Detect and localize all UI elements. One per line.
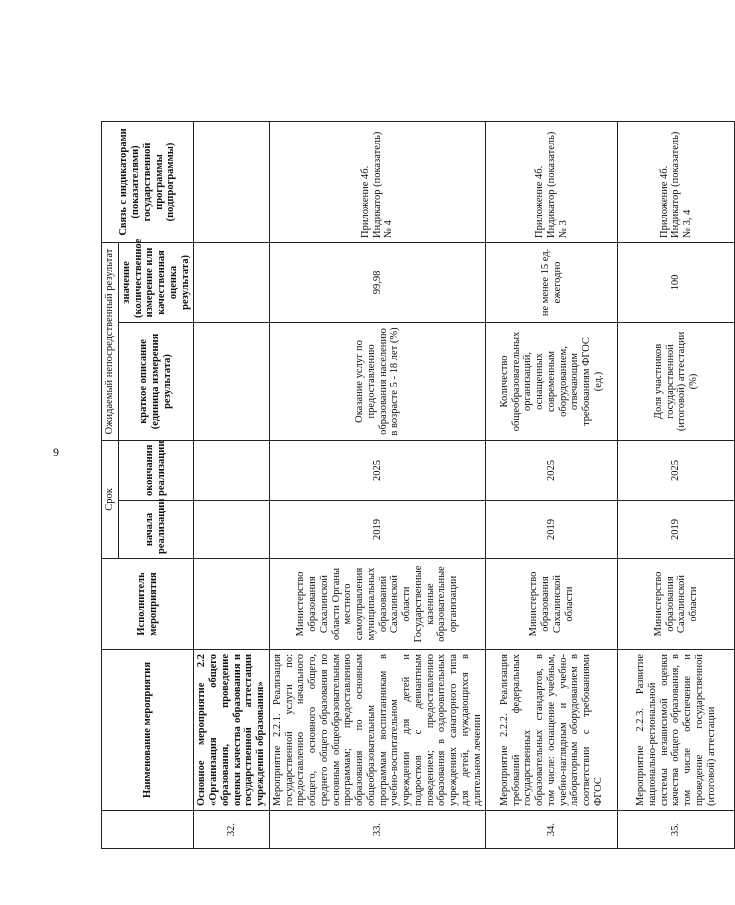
result-desc bbox=[194, 322, 270, 440]
row-num: 33. bbox=[269, 811, 486, 849]
row-num: 35. bbox=[618, 811, 735, 849]
term-end: 2025 bbox=[618, 440, 735, 500]
measures-table bbox=[101, 121, 735, 849]
result-value: не менее 15 ед. ежегодно bbox=[486, 242, 618, 322]
row-num: 34. bbox=[486, 811, 618, 849]
measure-name: Мероприятие 2.2.1. Реализация государственной услуги по: предоставлению начального общего, основного общего, среднего общего образования по основным общеобразовательным программам; предоставлению образования по основным общеобразовательным программам воспитанникам в учебно-воспитательном учреждении для детей и подростков с девиантным поведением; предоставлению образования в оздоровительных учреждениях санаторного типа для детей, нуждающихся в длительном лечении bbox=[269, 650, 486, 811]
result-value: 99,98 bbox=[269, 242, 486, 322]
measure-executor bbox=[194, 559, 270, 650]
term-start: 2019 bbox=[486, 501, 618, 559]
table-row bbox=[269, 121, 486, 848]
header-term-end: окончания реализации bbox=[118, 440, 194, 500]
header-term-start: начала реализации bbox=[118, 501, 194, 559]
measure-executor: Министерство образования Сахалинской области bbox=[618, 559, 735, 650]
result-desc: Оказание услуг по предоставлению образования населению в возрасте 5 - 18 лет (%) bbox=[269, 322, 486, 440]
table-row bbox=[486, 121, 618, 848]
header-num bbox=[102, 811, 194, 849]
header-result-value: значение (количественное измерение или качественная оценка результата) bbox=[118, 242, 194, 322]
measure-name: Мероприятие 2.2.2. Реализация требований федеральных государственных образовательных стандартов, в том числе: оснащение учебным, учебно-наглядным и учебно-лабораторным оборудованием в соответствии с требованиями ФГОС bbox=[486, 650, 618, 811]
table-row bbox=[618, 121, 735, 848]
indicator-link: Приложение 4б. Индикатор (показатель) № 3, 4 bbox=[618, 121, 735, 242]
result-desc: Доля участников государственной (итоговой) аттестации (%) bbox=[618, 322, 735, 440]
header-executor: Исполнитель мероприятия bbox=[102, 559, 194, 650]
header-expected-result: Ожидаемый непосредственный результат bbox=[102, 242, 119, 440]
measure-name: Основное мероприятие 2.2 «Организация общего образования, проведение оценки качества образования и государственной аттестации учреждений образования» bbox=[194, 650, 270, 811]
rotated-table-stage bbox=[101, 122, 717, 849]
page-number: 9 bbox=[53, 445, 59, 459]
table-row bbox=[194, 121, 270, 848]
indicator-link bbox=[194, 121, 270, 242]
header-link: Связь с индикаторами (показателями) государственной программы (подпрограммы) bbox=[102, 121, 194, 242]
header-term: Срок bbox=[102, 440, 119, 558]
header-name: Наименование мероприятия bbox=[102, 650, 194, 811]
term-start bbox=[194, 501, 270, 559]
result-value bbox=[194, 242, 270, 322]
measure-name: Мероприятие 2.2.3. Развитие национально-региональной системы независимой оценки качества общего образования, в том числе обеспечение и проведение государственной (итоговой) аттестации bbox=[618, 650, 735, 811]
indicator-link: Приложение 4б. Индикатор (показатель) № 3 bbox=[486, 121, 618, 242]
term-end: 2025 bbox=[486, 440, 618, 500]
indicator-link: Приложение 4б. Индикатор (показатель) № 4 bbox=[269, 121, 486, 242]
row-num: 32. bbox=[194, 811, 270, 849]
term-end: 2025 bbox=[269, 440, 486, 500]
term-start: 2019 bbox=[618, 501, 735, 559]
measure-executor: Министерство образования Сахалинской области bbox=[486, 559, 618, 650]
result-value: 100 bbox=[618, 242, 735, 322]
measure-executor: Министерство образования Сахалинской области Органы местного самоуправления муниципальных образований Сахалинской области Государственные казенные образовательные организации bbox=[269, 559, 486, 650]
result-desc: Количество общеобразовательных организаций, оснащенных современным оборудованием, отвечающим требованиям ФГОС (ед.) bbox=[486, 322, 618, 440]
header-result-desc: краткое описание (единица измерения результата) bbox=[118, 322, 194, 440]
term-end bbox=[194, 440, 270, 500]
term-start: 2019 bbox=[269, 501, 486, 559]
